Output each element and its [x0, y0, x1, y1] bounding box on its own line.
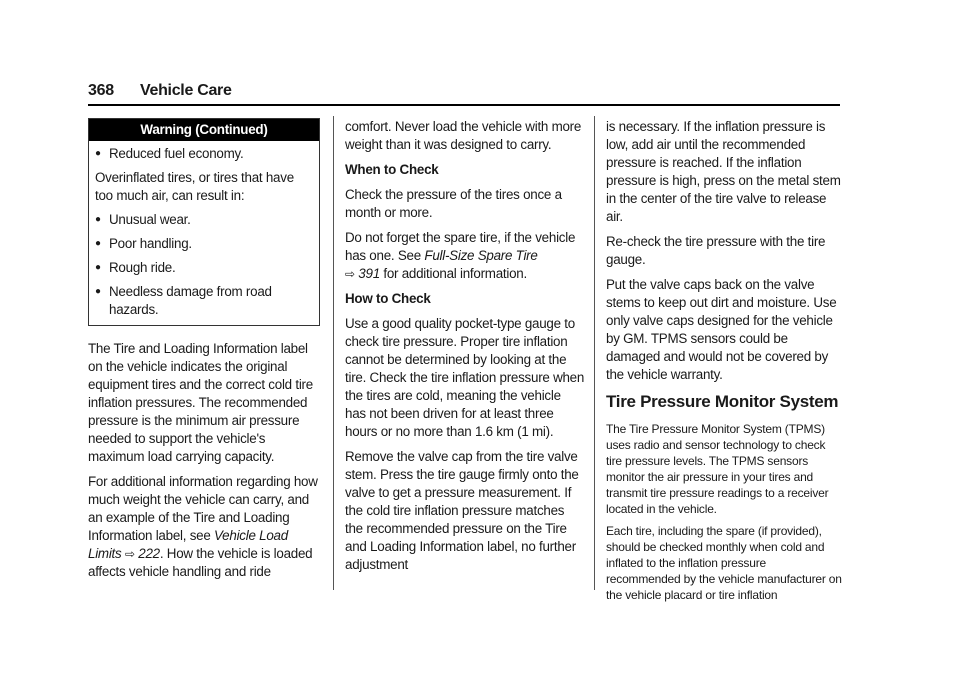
bullet-icon: ● [95, 238, 101, 249]
bullet-icon: ● [95, 148, 101, 159]
column-1 [88, 118, 320, 588]
text-run: . How the vehicle is loaded affects vehicle handling and ride [88, 546, 313, 579]
paragraph: Re-check the tire pressure with the tire gauge. [606, 234, 826, 267]
paragraph: Check the pressure of the tires once a month or more. [345, 187, 562, 220]
cross-reference-page[interactable]: 222 [138, 546, 160, 561]
warning-bullet [95, 235, 313, 253]
paragraph: Each tire, including the spare (if provided), should be checked monthly when cold and inflated to the inflation pressure recommended by the vehicle manufacturer on the vehicle placard or tire inflation [606, 524, 842, 602]
subheading-when-to-check: When to Check [345, 162, 439, 177]
warning-body [89, 141, 319, 325]
column-2 [345, 118, 585, 581]
warning-text: Overinflated tires, or tires that have too much air, can result in: [95, 170, 294, 203]
cross-reference-link[interactable]: Full-Size Spare Tire [424, 248, 538, 263]
warning-box [88, 118, 320, 326]
bullet-icon: ● [95, 262, 101, 273]
page-number: 368 [88, 82, 114, 99]
bullet-icon: ● [95, 214, 101, 225]
page-title: Vehicle Care [140, 82, 232, 99]
paragraph: Remove the valve cap from the tire valve stem. Press the tire gauge firmly onto the valve to get a pressure measurement. If the cold tire inflation pressure matches the recommended pressure on the Tire and Loading Information label, no further adjustment [345, 449, 579, 572]
paragraph: The Tire Pressure Monitor System (TPMS) uses radio and sensor technology to check tire pressure levels. The TPMS sensors monitor the air pressure in your tires and transmit tire pressure readings to a receiver located in the vehicle. [606, 422, 829, 516]
bullet-text: Rough ride. [109, 260, 176, 275]
column-divider-right [594, 116, 595, 590]
header-rule [88, 104, 840, 106]
paragraph [345, 229, 585, 283]
warning-bullet [95, 145, 313, 163]
column-divider-left [333, 116, 334, 590]
cross-reference-page[interactable]: 391 [358, 266, 380, 281]
page-header [88, 78, 840, 106]
column-3 [606, 118, 842, 609]
bullet-text: Unusual wear. [109, 212, 191, 227]
paragraph [88, 473, 320, 581]
warning-title: Warning (Continued) [89, 119, 319, 141]
subheading-how-to-check: How to Check [345, 291, 431, 306]
section-heading: Tire Pressure Monitor System [606, 392, 839, 411]
section-body [606, 421, 842, 603]
paragraph: Use a good quality pocket-type gauge to check tire pressure. Proper tire inflation cannot be determined by looking at the tire. Check the tire inflation pressure when the tires are cold, meaning the vehicle has not been driven for at least three hours or no more than 1.6 km (1 mi). [345, 316, 585, 439]
bullet-text: Poor handling. [109, 236, 192, 251]
text-run: For additional information regarding how much weight the vehicle can carry, and an example of the Tire and Loading Information label, see [88, 474, 318, 543]
page-arrow-icon: ⇨ [345, 267, 355, 281]
paragraph: is necessary. If the inflation pressure is low, add air until the recommended pressure is reached. If the inflation pressure is high, press on the metal stem in the center of the tire valve to release air. [606, 119, 841, 224]
warning-bullet [95, 259, 313, 277]
warning-bullet [95, 211, 313, 229]
paragraph: comfort. Never load the vehicle with more weight than it was designed to carry. [345, 119, 582, 152]
bullet-text: Reduced fuel economy. [109, 146, 244, 161]
bullet-text: Needless damage from road hazards. [109, 284, 272, 317]
paragraph: The Tire and Loading Information label on the vehicle indicates the original equipment tires and the correct cold tire inflation pressures. The recommended pressure is the minimum air pressure needed to support the vehicle's maximum load carrying capacity. [88, 341, 313, 464]
paragraph: Put the valve caps back on the valve stems to keep out dirt and moisture. Use only valve caps designed for the vehicle by GM. TPMS sensors could be damaged and would not be covered by the vehicle warranty. [606, 277, 837, 382]
page-arrow-icon: ⇨ [124, 547, 135, 561]
text-run: Do not forget the spare tire, if the vehicle has one. See [345, 230, 576, 263]
bullet-icon: ● [95, 286, 101, 297]
text-run: for additional information. [379, 266, 527, 281]
warning-bullet [95, 283, 313, 319]
cross-reference-link[interactable]: Vehicle Load Limits [88, 528, 288, 561]
